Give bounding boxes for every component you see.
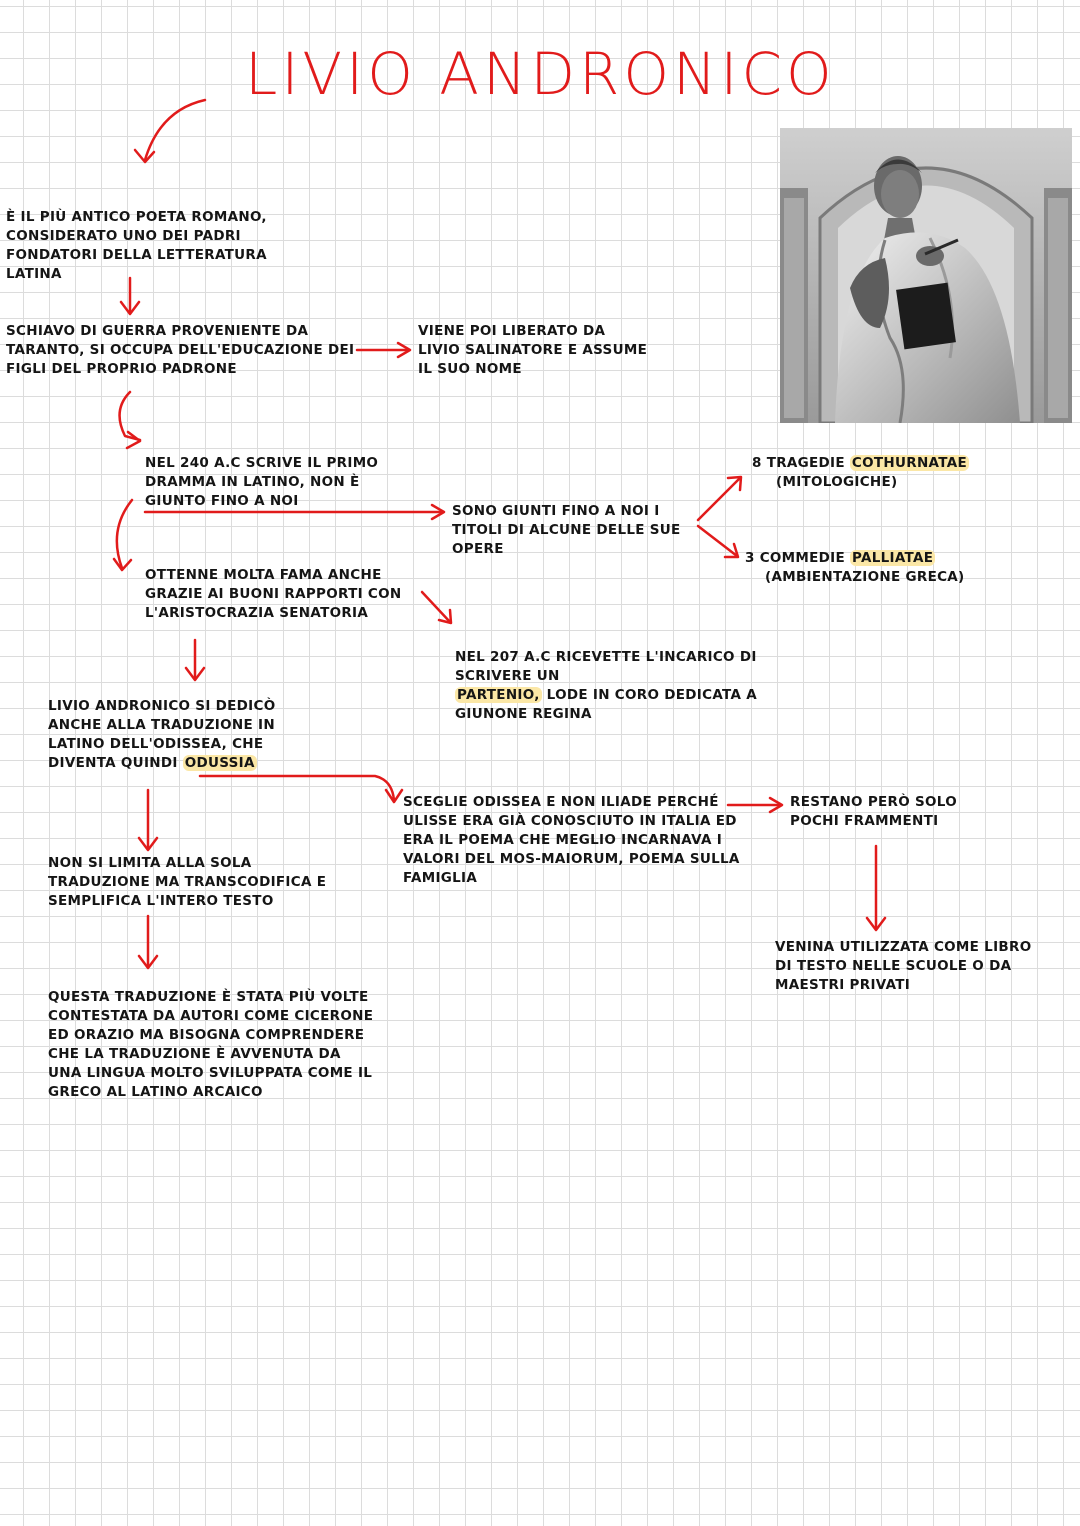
commedie-highlight: PALLIATAE [852,550,934,566]
arrow-giunti-to-tragedie [698,477,741,520]
note-primo-dramma: NEL 240 A.C SCRIVE IL PRIMO DRAMMA IN LATINO, NON È GIUNTO FINO A NOI [145,455,379,509]
note-liberato: VIENE POI LIBERATO DA LIVIO SALINATORE E ASSUME IL SUO NOME [418,323,648,377]
tragedie-highlight: COTHURNATAE [851,455,967,471]
tragedie-subtitle: (MITOLOGICHE) [776,474,898,490]
anno-207-tail: LODE IN CORO DEDICATA A GIUNONE REGINA [455,687,757,722]
arrow-title-to-intro [135,100,205,162]
arrow-frammenti-to-libro [867,846,885,930]
arrow-traduzione-to-contestata [139,916,157,968]
note-schiavo: SCHIAVO DI GUERRA PROVENIENTE DA TARANTO, SI OCCUPA DELL'EDUCAZIONE DEI FIGLI DEL PROPRIO PADRONE [6,323,355,377]
commedie-subtitle: (AMBIENTAZIONE GRECA) [765,569,965,585]
poet-portrait-icon [780,128,1072,423]
page-title: LIVIO ANDRONICO [245,40,836,108]
note-giunti: SONO GIUNTI FINO A NOI I TITOLI DI ALCUNE DELLE SUE OPERE [452,503,681,557]
note-intro: È IL PIÙ ANTICO POETA ROMANO, CONSIDERATO UNO DEI PADRI FONDATORI DELLA LETTERATURA LATINA [6,209,267,282]
arrow-dramma-to-fama [114,500,132,570]
note-contestata: QUESTA TRADUZIONE È STATA PIÙ VOLTE CONTESTATA DA AUTORI COME CICERONE ED ORAZIO MA BISOGNA COMPRENDERE CHE LA TRADUZIONE È AVVENUTA DA UNA LINGUA MOLTO SVILUPPATA COME IL GRECO AL LATINO ARCAICO [48,989,374,1100]
note-sceglie: SCEGLIE ODISSEA E NON ILIADE PERCHÉ ULISSE ERA GIÀ CONOSCIUTO IN ITALIA ED ERA IL POEMA CHE MEGLIO INCARNAVA I VALORI DEL MOS-MAIORUM, POEMA SULLA FAMIGLIA [403,794,740,886]
note-tragedie [752,454,1052,492]
arrow-odissea-to-traduzione [139,790,157,850]
tragedie-count-label: 8 TRAGEDIE [752,455,850,471]
odussia-highlight: ODUSSIA [184,755,255,771]
odissea-text: LIVIO ANDRONICO SI DEDICÒ ANCHE ALLA TRADUZIONE IN LATINO DELL'ODISSEA, CHE DIVENTA QUINDI [48,698,276,771]
commedie-count-label: 3 COMMEDIE [745,550,851,566]
note-frammenti: RESTANO PERÒ SOLO POCHI FRAMMENTI [790,794,958,829]
arrow-giunti-to-commedie [698,526,738,557]
arrow-fama-to-207 [422,592,451,623]
anno-207-text: NEL 207 A.C RICEVETTE L'INCARICO DI SCRIVERE UN [455,649,757,684]
note-anno-207 [455,648,775,724]
arrow-fama-to-odissea [186,640,204,680]
note-commedie [745,549,1045,587]
partenio-highlight: PARTENIO, [457,687,540,703]
arrow-schiavo-to-primo-dramma [120,392,140,448]
note-libro: VENINA UTILIZZATA COME LIBRO DI TESTO NELLE SCUOLE O DA MAESTRI PRIVATI [775,939,1032,993]
arrow-odissea-to-sceglie [200,776,402,802]
note-fama: OTTENNE MOLTA FAMA ANCHE GRAZIE AI BUONI RAPPORTI CON L'ARISTOCRAZIA SENATORIA [145,567,402,621]
note-traduzione: NON SI LIMITA ALLA SOLA TRADUZIONE MA TRANSCODIFICA E SEMPLIFICA L'INTERO TESTO [48,855,327,909]
note-odissea [48,697,318,773]
